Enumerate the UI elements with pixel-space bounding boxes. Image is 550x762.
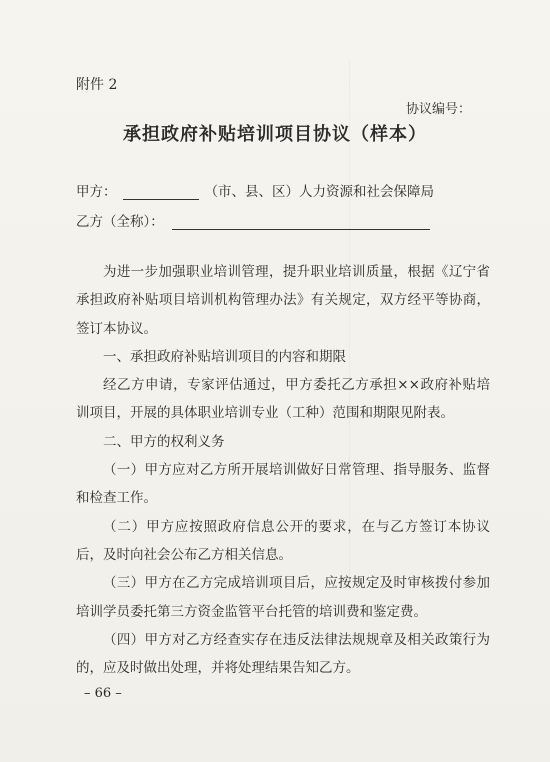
attachment-label: 附件 2 (76, 77, 118, 93)
page-number: – 66 – (84, 686, 122, 701)
agreement-number-label: 协议编号： (406, 102, 472, 117)
party-b-line (76, 210, 436, 230)
party-b-label: 乙方（全称）： (76, 214, 164, 230)
paragraph: （一）甲方应对乙方所开展培训做好日常管理、指导服务、监督和检查工作。 (76, 462, 490, 507)
party-b-blank (172, 215, 430, 230)
party-a-blank (123, 185, 199, 200)
party-a-label: 甲方： (76, 184, 117, 200)
paragraph: 为进一步加强职业培训管理，提升职业培训质量，根据《辽宁省承担政府补贴项目培训机构管理办法》有关规定，双方经平等协商，签订本协议。 (76, 264, 490, 337)
paragraph: （三）甲方在乙方完成培训项目后，应按规定及时审核拨付参加培训学员委托第三方资金监管平台托管的培训费和鉴定费。 (76, 575, 490, 620)
paragraph: （四）甲方对乙方经查实存在违反法律法规规章及相关政策行为的，应及时做出处理，并将处理结果告知乙方。 (76, 631, 490, 677)
paragraph: 经乙方申请，专家评估通过，甲方委托乙方承担××政府补贴培训项目，开展的具体职业培训专业（工种）范围和期限见附表。 (76, 377, 490, 422)
paragraph: （二）甲方应按照政府信息公开的要求，在与乙方签订本协议后，及时向社会公布乙方相关信息。 (76, 518, 490, 563)
agreement-body (76, 258, 490, 682)
section-heading: 二、甲方的权利义务 (103, 433, 225, 450)
document-title: 承担政府补贴培训项目协议（样本） (123, 124, 427, 145)
section-heading: 一、承担政府补贴培训项目的内容和期限 (103, 348, 346, 365)
party-a-line (76, 180, 434, 200)
party-a-suffix: （市、县、区）人力资源和社会保障局 (204, 184, 434, 200)
